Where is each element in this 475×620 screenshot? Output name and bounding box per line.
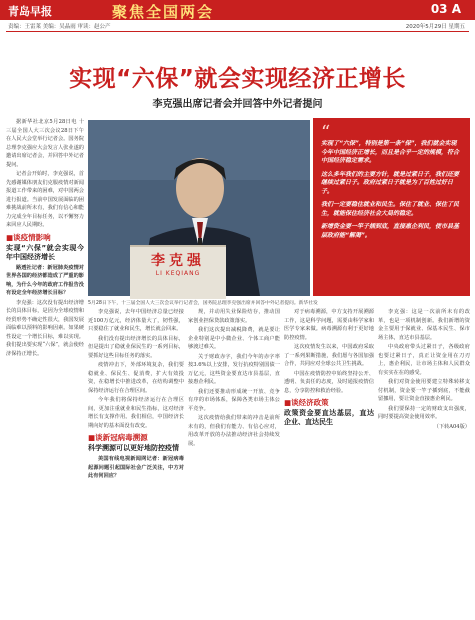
article-column-left	[6, 118, 84, 618]
body-paragraph: 李克强说，去年中国经济总量已经接近100万亿元，经济体量大了，韧性强，只要稳住了就业和民生，增长就会回来。	[88, 309, 184, 332]
body-paragraph: 我们对资金使用要建立特殊转移支付机制，资金要一竿子插到底，不能截留挪用，要让资金直接惠企利民。	[378, 379, 470, 402]
photo-caption: 5月28日下午，十三届全国人大三次会议举行记者会，国务院总理李克强出席并回答中外记者提问。新华社发	[88, 301, 318, 306]
body-paragraph: 我们这次提出减税降费，就是要让企业特别是中小微企业、个体工商户能够渡过难关。	[188, 327, 280, 350]
article-column-4	[284, 308, 374, 618]
reporter-question: 美国有线电视新闻网记者：新冠病毒起源问题引起国际社会广泛关注，中方对此有何回应？	[88, 456, 184, 479]
publication-date: 2020年5月29日 星期五	[405, 24, 465, 30]
section-heading-economic-policy: ■谈经济政策	[284, 398, 329, 407]
quote-item: 实现了“六保”，特别是第一条“保”，我们就会实现今年中国经济正增长，而且是合乎一定的规模，符合中国经济稳定需求。	[321, 140, 460, 164]
premier-answer: 李克强：这次没有提出经济增长的具体目标，是因为全球疫情和经贸形势不确定性很大，我国发展面临难以预料的影响因素。如果硬性设定一个增长目标，难以实现。我们提出要实现“六保”，就会使经济保持正增长。	[6, 299, 84, 357]
quote-mark-icon: “	[321, 122, 331, 143]
nameplate-pinyin: LI KEQIANG	[155, 270, 201, 277]
newspaper-logo: 青岛早报	[8, 5, 52, 18]
body-paragraph: 中国在疫情防控中始终坚持公开、透明、负责任的态度，及时通报疫情信息，分享防控和救治经验。	[284, 370, 374, 394]
body-paragraph: 中央政府带头过紧日子，各级政府也要过紧日子，真正让资金用在刀刃上，惠企利民，让市场主体和人民群众有实实在在的感受。	[378, 344, 470, 376]
article-column-3	[188, 308, 280, 618]
intro-paragraph: 据新华社北京5月28日电 十三届全国人大三次会议28日下午在人民大会堂举行记者会。国务院总理李克强应大会发言人张业遂的邀请出席记者会，并回答中外记者提问。	[6, 119, 84, 168]
body-paragraph: 我们要保持一定的财政支出强度，同时要提高资金使用效率。	[378, 405, 470, 420]
body-paragraph: 疫情冲击下，外部环境复杂，我们要稳就业、保民生、促消费，扩大有效投资，在稳增长中推进改革，在结构调整中保持经济运行在合理区间。	[88, 362, 184, 394]
quote-item: 这么多年我们的主要方针，就是过紧日子，我们还要继续过紧日子。政府过紧日子就是为了百姓过好日子。	[321, 170, 460, 195]
body-paragraph: 关于财政赤字，我们今年的赤字率按3.6%以上安排，发行抗疫特别国债一万亿元，这些资金要直达市县基层，直接惠企利民。	[188, 353, 280, 385]
article-column-5	[378, 308, 470, 618]
editor-credits: 责编：王雷莱 美编：吴晶雨 审读：赵公产	[8, 24, 111, 30]
section-heading-epidemic: ■谈疫情影响	[6, 232, 51, 242]
section-banner-title: 聚焦全国两会	[112, 3, 215, 21]
body-paragraph: 这次疫情给我们带来的冲击是前所未有的，但我们有能力、有信心应对，用改革开放的办法推动经济社会持续发展。	[188, 415, 280, 447]
body-paragraph: 我们没有提出经济增长的具体目标，但是提出了稳就业保民生的一系列目标，要抓好这些目标任务的落实。	[88, 335, 184, 359]
masthead-banner	[0, 0, 475, 20]
quote-item: 我们一定要稳住就业和民生。保住了就业、保住了民生，就能保住经济社会大局的稳定。	[321, 201, 460, 217]
body-paragraph: 规，并动用失业保险结存，推动国家创业担保贷款政策落实。	[188, 309, 280, 324]
body-paragraph: 今年我们将保持经济运行在合理区间，更加注重就业和民生指标，这对经济增长有支撑作用。我们相信，中国经济长期向好的基本面没有改变。	[88, 397, 184, 429]
section-subheading-economic-policy: 政策资金要直达基层，直达企业、直达民生	[284, 409, 374, 426]
quote-item: 新增资金要一竿子插到底，直接惠企利民，使市县基层政府能“解渴”。	[321, 223, 460, 239]
section-subheading-virus-origin: 科学溯源可以更好地防控疫情	[88, 444, 179, 452]
header-divider	[6, 31, 469, 32]
article-column-2	[88, 308, 184, 618]
body-paragraph: 对于病毒溯源，中方支持开展溯源工作，这是科学问题，需要由科学家和医学专家来做。病毒溯源有利于更好地防控疫情。	[284, 309, 374, 341]
continued-note: （下转A04版）	[433, 423, 470, 430]
page-headline: 实现“六保”就会实现经济正增长	[69, 66, 406, 92]
nameplate-chinese: 李克强	[151, 253, 205, 269]
body-paragraph: 我们还要推动形成统一开放、竞争有序的市场体系，保障各类市场主体公平竞争。	[188, 388, 280, 412]
body-paragraph: 这次疫情发生以来，中国政府采取了一系列果断措施，我们愿与各国加强合作，共同应对全球公共卫生挑战。	[284, 344, 374, 367]
section-subheading-epidemic: 实现“六保”就会实现今年中国经济增长	[6, 243, 84, 261]
body-paragraph: 李克强：这是一次前所未有的改革，也是一项机制创新。我们新增的资金主要用于保就业、保基本民生、保市场主体，直达市县基层。	[378, 309, 470, 341]
reporter-question: 路透社记者：新冠肺炎疫情对世界各国的经济都造成了严重的影响，为什么今年的政府工作报告没有设定全年经济增长目标？	[6, 264, 84, 296]
page-subheadline: 李克强出席记者会并回答中外记者提问	[152, 99, 323, 110]
section-heading-virus-origin: ■谈新冠病毒溯源	[88, 433, 148, 442]
intro-paragraph-2: 记者会开始时，李克强说，首先感谢媒体朋友们克服疫情对新闻报道工作带来的困难，对中国两会进行报道。当前中国发展面临的困难挑战前所未有，我们有信心和能力完成全年目标任务，以不懈努力来回应人民期盼。	[6, 171, 84, 228]
quote-box	[313, 118, 470, 296]
page-number: 03 A	[430, 2, 461, 16]
